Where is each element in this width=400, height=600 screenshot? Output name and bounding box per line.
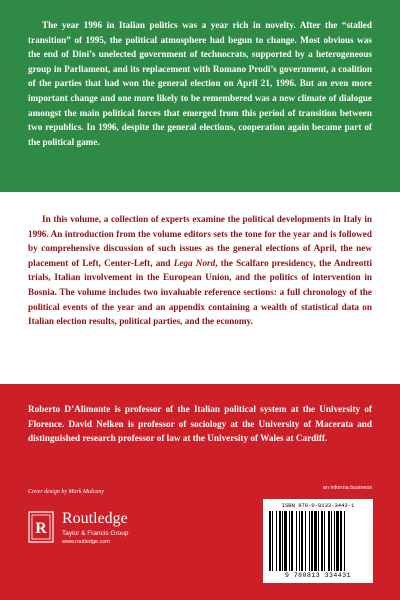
logo-letter: R [35,520,47,537]
barcode-bar [321,511,323,571]
isbn-label: ISBN 978-0-8133-3443-1 [281,502,355,509]
author-name-1: Roberto D’Alimonte [28,404,111,414]
publisher-group: Taylor & Francis Group [62,530,129,537]
barcode-bar [305,511,306,571]
description-text-2: , the Scalfaro presidency, the Andreotti trials, Italian involvement in the European Union, and the politics of intervention in Bosnia. The volume includes two invaluable reference sections: a full chronology of the political events of the year and an appendix containing a wealth of statistical data on Italian election results, political parties, and the economy. [28,257,372,327]
barcode-bar [272,511,273,571]
barcode-bar [334,511,335,571]
intro-paragraph: The year 1996 in Italian politics was a year rich in novelty. After the “stalled transition” of 1995, the political atmosphere had begun to change. Most obvious was the end of Dini’s unelected government of technocrats, supported by a heterogeneous group in Parliament, and its replacement with Romano Prodi’s government, a coalition of the parties that had won the general election on April 21, 1996. But an even more important change and one more likely to be remembered was a new climate of dialogue amongst the main political forces that emerged from this period of transition between two republics. In 1996, despite the general elections, cooperation again became part of the political game. [28,20,372,147]
barcode-bar [289,511,290,571]
barcode-bar [336,511,339,571]
publisher-url: www.routledge.com [62,539,110,545]
barcode-digits: 9 780813 334431 [284,572,351,579]
barcode-bar [331,511,332,571]
barcode-bar [324,511,325,571]
description-italic-term: Lega Nord [173,257,216,268]
barcode-bar [340,511,342,571]
routledge-logo-svg [28,511,54,543]
barcode-bar [344,511,345,571]
barcode-bar [282,511,283,571]
author-bio-2: is professor of sociology at the University of Macerata and distinguished research professor of law at the University of Wales at Cardiff. [28,418,373,444]
barcode-bar [301,511,303,571]
author-bio-1: is professor of the Italian political system at the University of Florence. [28,404,372,429]
barcode-bar [296,511,297,571]
description-paragraph [28,212,372,329]
barcode-bar [328,511,330,571]
description-text-1: In this volume, a collection of experts examine the political developments in Italy in 1996. An introduction from the volume editors sets the tone for the year and is followed by comprehensive discussion of such issues as the general elections of April, the new placement of Left, Center-Left, and [28,214,372,268]
publisher-name: Routledge [62,510,128,527]
routledge-r-logo-icon [28,511,54,543]
barcode-bar [279,511,281,571]
barcode-bar [311,511,313,571]
barcode-bar [291,511,293,571]
barcode-bar [284,511,287,571]
barcode-bar [318,511,319,571]
author-name-2: David Nelken [68,418,124,429]
barcode-bar [314,511,317,571]
barcode-bar [309,511,310,571]
publisher-logo [28,508,178,550]
isbn-barcode [263,499,373,583]
barcode-bars [269,511,367,571]
barcode-bar [269,511,271,571]
barcode-bar [276,511,277,571]
cover-design-credit: Cover design by Mark Mulcany [28,489,104,495]
author-bio-paragraph [28,402,372,446]
barcode-bar [299,511,300,571]
informa-business-label: an informa business [322,485,372,491]
